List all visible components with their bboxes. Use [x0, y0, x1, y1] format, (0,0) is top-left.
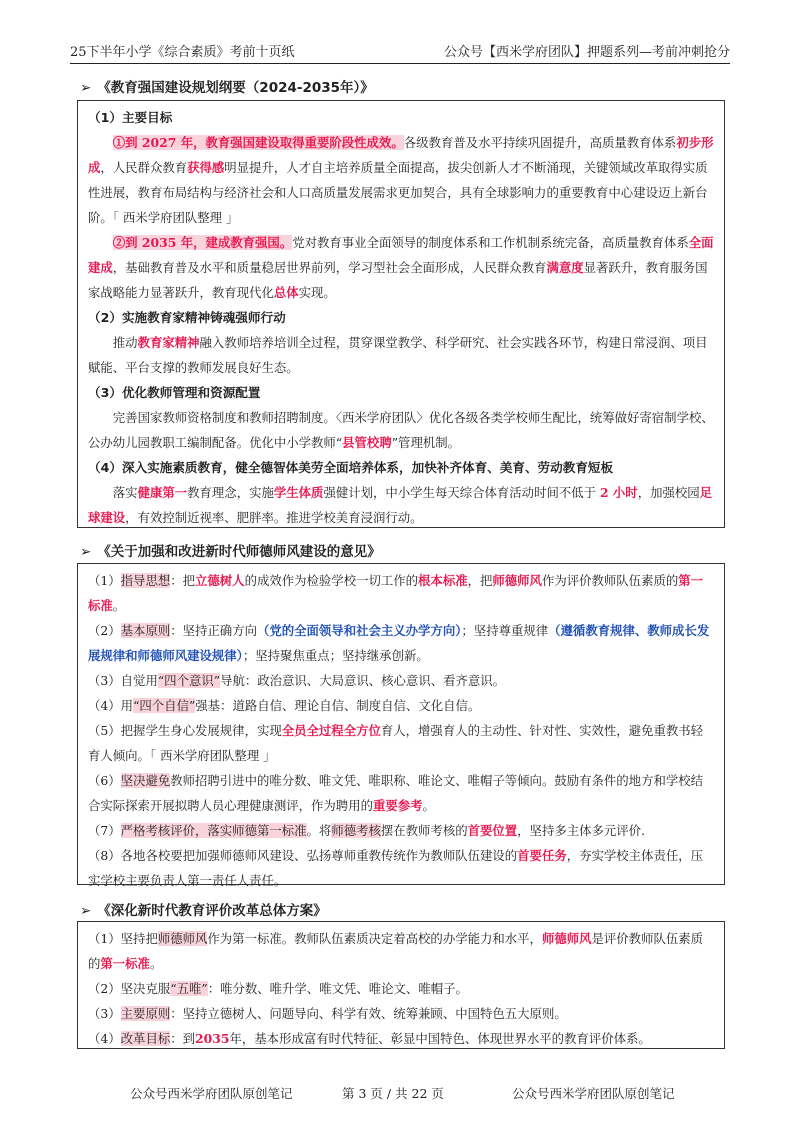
opinion-4: （4）用“四个自信”强基：道路自信、理论自信、制度自信、文化自信。 [88, 698, 481, 713]
opinion-8: （8）各地各校要把加强师德师风建设、弘扬尊师重教传统作为教师队伍建设的首要任务，夯实学校主体责任，压实学校主要负责人第一责任人责任。 [88, 848, 704, 888]
page-header [70, 38, 730, 64]
section-3-box [77, 921, 725, 1049]
goal-2035: ②到 2035 年，建成教育强国。党对教育事业全面领导的制度体系和工作机制系统完备，高质量教育体系全面建成，基础教育普及水平和质量稳居世界前列，学习型社会全面形成，人民群众教育满意度显著跃升，教育服务国家战略能力显著跃升，教育现代化总体实现。 [88, 235, 714, 300]
section-2-box [77, 563, 725, 888]
page-number: 第 3 页 / 共 22 页 [342, 1086, 444, 1101]
reform-3: （3）主要原则：坚持立德树人、问题导向、科学有效、统筹兼顾、中国特色五大原则。 [88, 1006, 567, 1021]
arrow-icon: ➢ [80, 80, 92, 96]
header-right: 公众号【西米学府团队】押题系列—考前冲刺抢分 [443, 45, 730, 60]
goal-4-title: （4）深入实施素质教育，健全德智体美劳全面培养体系，加快补齐体育、美育、劳动教育短板 [88, 460, 614, 475]
section-1-title: ➢ 《教育强国建设规划纲要（2024-2035年）》 [80, 80, 374, 96]
goal-1-title: （1）主要目标 [88, 110, 173, 125]
goal-2027: ①到 2027 年，教育强国建设取得重要阶段性成效。各级教育普及水平持续巩固提升，高质量教育体系初步形成，人民群众教育获得感明显提升，人才自主培养质量全面提高，拔尖创新人才不断涌现，关键领域改革取得实质性进展，教育布局结构与经济社会和人口高质量发展需求更加契合，具有全球影响力的重要教育中心建设迈上新台阶。「 西米学府团队整理 」 [88, 135, 714, 225]
reform-1: （1）坚持把师德师风作为第一标准。教师队伍素质决定着高校的办学能力和水平，师德师风是评价教师队伍素质的第一标准。 [88, 931, 704, 971]
goal-2-text: 推动教育家精神融入教师培养培训全过程，贯穿课堂教学、科学研究、社会实践各环节，构建日常浸润、项目赋能、平台支撑的教师发展良好生态。 [88, 335, 708, 375]
section-1-box [77, 100, 725, 528]
arrow-icon: ➢ [80, 544, 92, 560]
arrow-icon: ➢ [80, 903, 92, 919]
section-3-title: ➢ 《深化新时代教育评价改革总体方案》 [80, 903, 327, 919]
section-2-title: ➢ 《关于加强和改进新时代师德师风建设的意见》 [80, 544, 381, 560]
opinion-3: （3）自觉用“四个意识”导航：政治意识、大局意识、核心意识、看齐意识。 [88, 673, 506, 688]
goal-4-text: 落实健康第一教育理念，实施学生体质强健计划，中小学生每天综合体育活动时间不低于 2 小时，加强校园足球建设，有效控制近视率、肥胖率。推进学校美育浸润行动。 [88, 485, 713, 525]
opinion-1: （1）指导思想：把立德树人的成效作为检验学校一切工作的根本标准，把师德师风作为评价教师队伍素质的第一标准。 [88, 573, 704, 613]
reform-2: （2）坚决克服“五唯”：唯分数、唯升学、唯文凭、唯论文、唯帽子。 [88, 981, 468, 996]
reform-4: （4）改革目标：到2035年，基本形成富有时代特征、彰显中国特色、体现世界水平的教育评价体系。 [88, 1031, 651, 1046]
goal-3-title: （3）优化教师管理和资源配置 [88, 385, 261, 400]
footer-right: 公众号西米学府团队原创笔记 [512, 1086, 675, 1101]
opinion-5: （5）把握学生身心发展规律，实现全员全过程全方位育人，增强育人的主动性、针对性、实效性，避免重教书轻育人倾向。「 西米学府团队整理 」 [88, 723, 704, 763]
goal-3-text: 完善国家教师资格制度和教师招聘制度。〈西米学府团队〉优化各级各类学校师生配比，统筹做好寄宿制学校、公办幼儿园教职工编制配备。优化中小学教师“县管校聘”管理机制。 [88, 410, 714, 450]
footer-left: 公众号西米学府团队原创笔记 [130, 1086, 293, 1101]
opinion-6: （6）坚决避免教师招聘引进中的唯分数、唯文凭、唯职称、唯论文、唯帽子等倾向。鼓励有条件的地方和学校结合实际探索开展拟聘人员心理健康测评，作为聘用的重要参考。 [88, 773, 704, 813]
goal-2-title: （2）实施教育家精神铸魂强师行动 [88, 310, 286, 325]
header-left: 25下半年小学《综合素质》考前十页纸 [70, 45, 295, 60]
opinion-7: （7）严格考核评价，落实师德第一标准。将师德考核摆在教师考核的首要位置，坚持多主体多元评价. [88, 823, 646, 838]
opinion-2: （2）基本原则：坚持正确方向（党的全面领导和社会主义办学方向）；坚持尊重规律（遵循教育规律、教师成长发展规律和师德师风建设规律）；坚持聚焦重点；坚持继承创新。 [88, 623, 710, 663]
